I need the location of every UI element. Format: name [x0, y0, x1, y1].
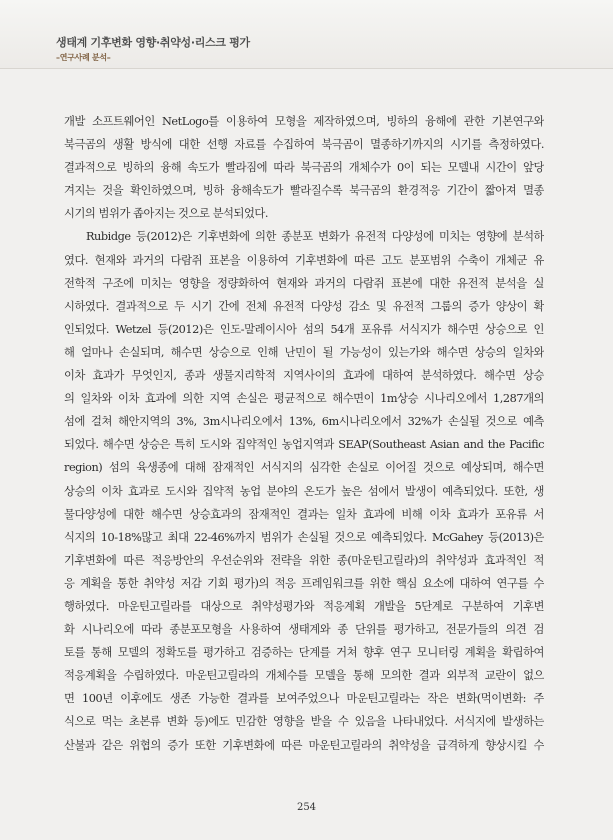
text-line: Rubidge 등(2012)은 기후변화에 의한 종분포 변화가 유전적 다양성에 미치는 영향에 분석하	[86, 230, 544, 244]
text-line: 시기의 범위가 좁아지는 것으로 분석되었다.	[64, 207, 269, 221]
text-line: 산불과 같은 위협의 증가 또한 기후변화에 따른 마운틴고릴라의 취약성을 급격하게 향상시킬 수	[64, 738, 544, 752]
text-line: 상승의 이차 효과로 도시와 집약적 농업 분야의 온도가 높은 섬에서 발생이 예측되었다. 또한, 생	[64, 484, 544, 498]
text-line: 북극곰의 생활 방식에 대한 선행 자료를 수집하여 북극곰이 멸종하기까지의 시기를 측정하였다.	[64, 138, 544, 152]
text-line: 시하였다. 결과적으로 두 시기 간에 전체 유전적 다양성 감소 및 유전적 그룹의 증가 양상이 확	[64, 299, 544, 313]
text-line: 해 얼마나 손실되며, 해수면 상승으로 인해 난민이 될 가능성이 있는가와 해수면 상승의 일차와	[64, 345, 544, 359]
page-number: 254	[296, 802, 317, 813]
text-line: 기후변화에 따른 적응방안의 우선순위와 전략을 위한 종(마운틴고릴라)의 취약성과 효과적인 적	[64, 553, 544, 567]
text-line: 결과적으로 빙하의 융해 속도가 빨라짐에 따라 북극곰의 개체수가 0이 되는 모델내 시간이 앞당	[64, 161, 544, 175]
text-line: 응 계획을 통한 취약성 저감 기회 평가)의 적응 프레임워크를 위한 핵심 요소에 대하여 연구를 수	[64, 576, 544, 590]
text-line: 겨지는 것을 확인하였으며, 빙하 융해속도가 빨라질수록 북극곰의 환경적응 기간이 짧아져 멸종	[64, 184, 544, 198]
text-line: 면 100년 이후에도 생존 가능한 결과를 보여주었으나 마운틴고릴라는 작은 변화(먹이변화: 주	[64, 692, 544, 706]
text-line: 토를 통해 모델의 정확도를 평가하고 검증하는 단계를 거쳐 향후 연구 모니터링 계획을 확립하여	[64, 646, 544, 660]
text-line: 의 일차와 이차 효과에 의한 지역 손실은 평균적으로 해수면이 1m상승 시나리오에서 1,287개의	[64, 392, 544, 406]
text-line: 인되었다. Wetzel 등(2012)은 인도-말레이시아 섬의 54개 포유류 서식지가 해수면 상승으로 인	[64, 322, 544, 336]
text-line: 식지의 10-18%많고 최대 22-46%까지 범위가 손실될 것으로 예측되었다. McGahey 등(2013)은	[64, 530, 544, 544]
body-text	[64, 110, 544, 757]
header-divider	[0, 68, 613, 69]
text-line: 전학적 구조에 미치는 영향을 정량화하여 현재와 과거의 다람쥐 표본에 대한 유전적 분석을 실	[64, 276, 544, 290]
running-header	[0, 0, 613, 68]
text-line: 되었다. 해수면 상승은 특히 도시와 집약적인 농업지역과 SEAP(Southeast Asian and the Pacific	[64, 438, 544, 452]
text-line: 행하였다. 마운틴고릴라를 대상으로 취약성평가와 적응계획 개발을 5단계로 구분하여 기후변	[64, 599, 544, 613]
text-line: 적응계획을 수립하였다. 마운틴고릴라의 개체수를 모델을 통해 모의한 결과 외부적 교란이 없으	[64, 669, 544, 683]
text-line: 섬에 걸쳐 해안지역의 3%, 3m시나리오에서 13%, 6m시나리오에서 32%가 손실될 것으로 예측	[64, 415, 544, 429]
text-line: 개발 소프트웨어인 NetLogo를 이용하여 모형을 제작하였으며, 빙하의 융해에 관한 기본연구와	[64, 115, 544, 128]
text-line: 였다. 현재와 과거의 다람쥐 표본을 이용하여 기후변화에 따른 고도 분포범위 수축이 개체군 유	[64, 253, 544, 267]
text-line: 식으로 먹는 초본류 변화 등)에도 민감한 영향을 받을 수 있음을 나타내었다. 서식지에 발생하는	[64, 715, 544, 729]
text-line: 물다양성에 대한 해수면 상승효과의 잠재적인 결과는 일차 효과에 비해 이차 효과가 포유류 서	[64, 507, 544, 521]
text-line: 화 시나리오에 따라 종분포모형을 사용하여 생태계와 종 단위를 평가하고, 전문가들의 의견 검	[64, 623, 544, 637]
header-subtitle: –연구사례 분석–	[56, 53, 111, 62]
text-line: region) 섬의 육생종에 대해 잠재적인 서식지의 심각한 손실로 이어질 것으로 예상되며, 해수면	[64, 461, 544, 475]
text-line: 이차 효과가 무엇인지, 종과 생물지리학적 지역사이의 효과에 대하여 분석하였다. 해수면 상승	[64, 369, 544, 383]
header-title: 생태계 기후변화 영향·취약성·리스크 평가	[56, 36, 250, 49]
